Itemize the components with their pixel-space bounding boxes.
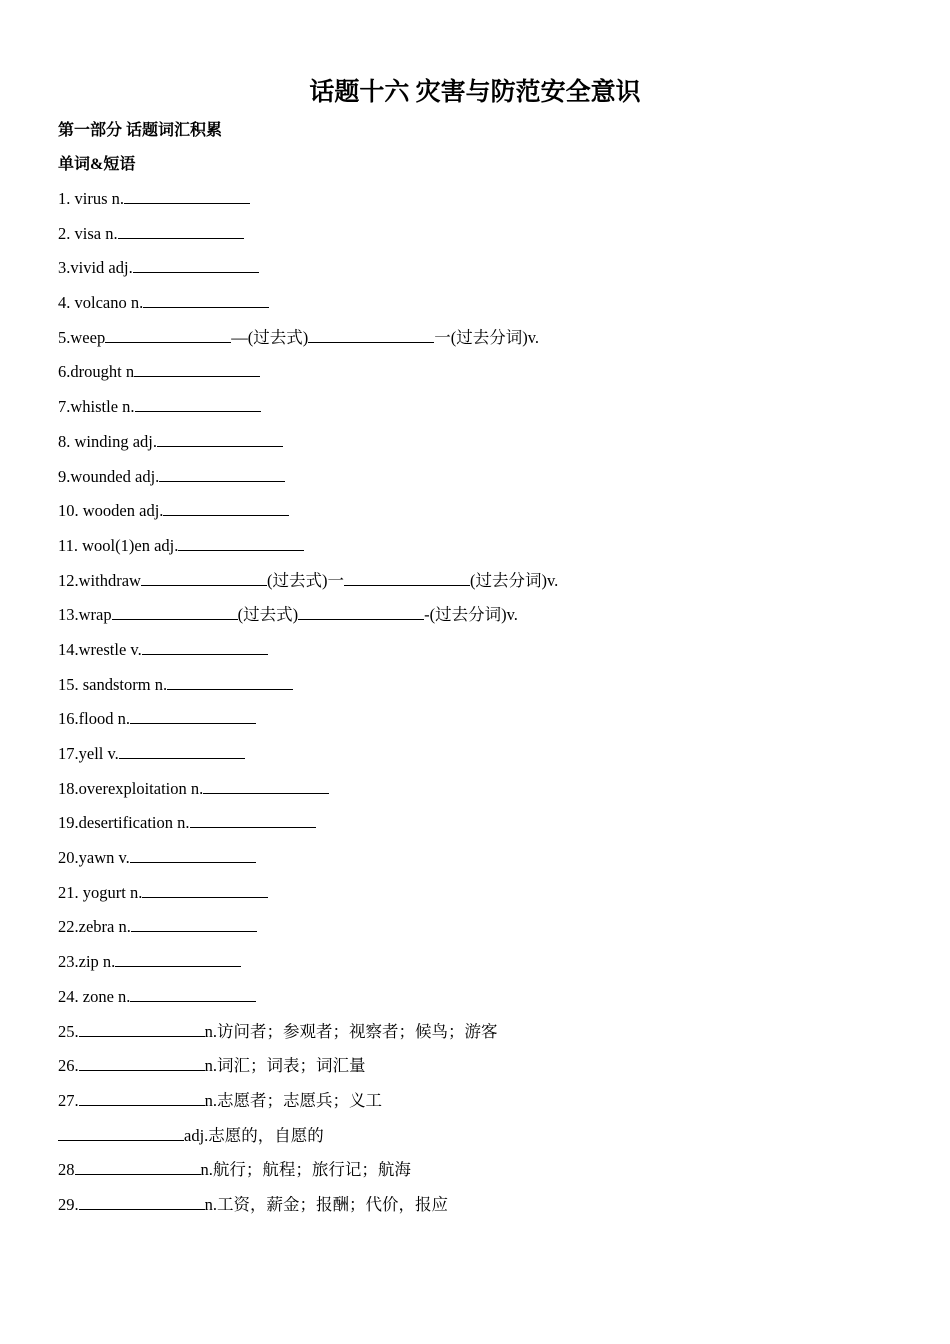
vocab-text: 10. wooden adj. bbox=[58, 501, 164, 521]
answer-blank[interactable] bbox=[142, 639, 268, 655]
answer-blank[interactable] bbox=[115, 951, 241, 967]
vocab-item bbox=[58, 1088, 918, 1123]
vocab-item bbox=[58, 429, 918, 464]
answer-blank[interactable] bbox=[135, 396, 261, 412]
vocab-text: n.志愿者；志愿兵；义工 bbox=[204, 1090, 382, 1110]
vocab-text: 16.flood n. bbox=[58, 709, 130, 729]
vocab-item bbox=[58, 880, 918, 915]
vocab-text: n.访问者；参观者；视察者；候鸟；游客 bbox=[204, 1021, 498, 1041]
vocab-text: 17.yell v. bbox=[58, 744, 119, 763]
vocab-item bbox=[58, 672, 918, 707]
vocab-text: 22.zebra n. bbox=[58, 917, 131, 937]
vocab-text: 8. winding adj. bbox=[58, 431, 157, 451]
vocab-text: 5.weep bbox=[58, 327, 106, 347]
answer-blank[interactable] bbox=[112, 604, 238, 620]
vocab-item bbox=[58, 498, 918, 533]
vocab-item bbox=[58, 949, 918, 984]
vocab-text: 25. bbox=[58, 1021, 79, 1041]
answer-blank[interactable] bbox=[79, 1194, 205, 1210]
answer-blank[interactable] bbox=[190, 812, 316, 828]
answer-blank[interactable] bbox=[130, 986, 256, 1002]
vocab-text: 11. wool(1)en adj. bbox=[58, 535, 179, 555]
vocab-text: 一(过去分词)v. bbox=[434, 327, 539, 347]
answer-blank[interactable] bbox=[157, 431, 283, 447]
vocab-text: 28 bbox=[58, 1160, 75, 1180]
vocab-item bbox=[58, 1053, 918, 1088]
answer-blank[interactable] bbox=[130, 708, 256, 724]
answer-blank[interactable] bbox=[308, 327, 434, 343]
answer-blank[interactable] bbox=[133, 257, 259, 273]
vocab-text: adj.志愿的，自愿的 bbox=[184, 1125, 324, 1145]
vocab-text: (过去式) bbox=[237, 605, 299, 625]
answer-blank[interactable] bbox=[298, 604, 424, 620]
answer-blank[interactable] bbox=[58, 1125, 184, 1141]
vocab-text: 14.wrestle v. bbox=[58, 639, 142, 659]
answer-blank[interactable] bbox=[79, 1090, 205, 1106]
vocab-text: 29. bbox=[58, 1194, 79, 1214]
vocab-text: 3.vivid adj. bbox=[58, 258, 133, 278]
vocab-text: 26. bbox=[58, 1056, 79, 1076]
answer-blank[interactable] bbox=[124, 188, 250, 204]
answer-blank[interactable] bbox=[134, 361, 260, 377]
section-heading: 单词&短语 bbox=[58, 156, 136, 173]
answer-blank[interactable] bbox=[79, 1055, 205, 1071]
vocab-text: -(过去分词)v. bbox=[424, 605, 518, 625]
vocab-text: 19.desertification n. bbox=[58, 813, 190, 833]
vocab-text: 23.zip n. bbox=[58, 952, 116, 972]
vocab-item bbox=[58, 394, 918, 429]
answer-blank[interactable] bbox=[79, 1021, 205, 1037]
vocab-item bbox=[58, 186, 918, 221]
vocab-text: 18.overexploitation n. bbox=[58, 778, 204, 798]
answer-blank[interactable] bbox=[159, 466, 285, 482]
page-title: 话题十六 灾害与防范安全意识 bbox=[309, 79, 641, 106]
vocab-item bbox=[58, 810, 918, 845]
vocab-text: 12.withdraw bbox=[58, 570, 141, 590]
vocabulary-list bbox=[58, 186, 918, 1227]
vocab-text: 1. virus n. bbox=[58, 189, 124, 208]
vocab-item bbox=[58, 464, 918, 499]
vocab-text: 20.yawn v. bbox=[58, 848, 130, 868]
vocab-item bbox=[58, 1192, 918, 1227]
vocab-text: —(过去式) bbox=[231, 327, 309, 347]
answer-blank[interactable] bbox=[131, 916, 257, 932]
answer-blank[interactable] bbox=[167, 674, 293, 690]
answer-blank[interactable] bbox=[142, 882, 268, 898]
vocab-item bbox=[58, 845, 918, 880]
vocab-text: (过去分词)v. bbox=[469, 570, 559, 590]
vocab-text: n.工资，薪金；报酬；代价，报应 bbox=[204, 1194, 448, 1214]
vocab-item bbox=[58, 1019, 918, 1054]
answer-blank[interactable] bbox=[75, 1159, 201, 1175]
answer-blank[interactable] bbox=[118, 223, 244, 239]
vocab-item bbox=[58, 325, 918, 360]
vocab-item bbox=[58, 776, 918, 811]
answer-blank[interactable] bbox=[178, 535, 304, 551]
vocab-item bbox=[58, 568, 918, 603]
answer-blank[interactable] bbox=[163, 500, 289, 516]
vocab-item bbox=[58, 637, 918, 672]
vocab-text: 6.drought n bbox=[58, 362, 135, 382]
answer-blank[interactable] bbox=[344, 570, 470, 586]
vocab-text: 24. zone n. bbox=[58, 986, 131, 1006]
vocab-item bbox=[58, 533, 918, 568]
answer-blank[interactable] bbox=[130, 847, 256, 863]
answer-blank[interactable] bbox=[143, 292, 269, 308]
vocab-item bbox=[58, 1123, 918, 1158]
answer-blank[interactable] bbox=[105, 327, 231, 343]
vocab-item bbox=[58, 706, 918, 741]
part-heading: 第一部分 话题词汇积累 bbox=[58, 122, 223, 139]
vocab-item bbox=[58, 221, 918, 256]
vocab-item bbox=[58, 602, 918, 637]
vocab-text: 2. visa n. bbox=[58, 223, 118, 243]
vocab-item bbox=[58, 359, 918, 394]
vocab-text: 9.wounded adj. bbox=[58, 466, 160, 486]
answer-blank[interactable] bbox=[141, 570, 267, 586]
vocab-item bbox=[58, 255, 918, 290]
vocab-item bbox=[58, 914, 918, 949]
vocab-text: (过去式)一 bbox=[266, 570, 344, 590]
vocab-item bbox=[58, 741, 918, 776]
answer-blank[interactable] bbox=[203, 778, 329, 794]
vocab-text: 15. sandstorm n. bbox=[58, 674, 168, 694]
vocab-item bbox=[58, 1157, 918, 1192]
vocab-text: n.航行；航程；旅行记；航海 bbox=[200, 1160, 411, 1180]
vocab-text: 7.whistle n. bbox=[58, 397, 135, 417]
vocab-text: 21. yogurt n. bbox=[58, 882, 143, 902]
vocab-text: n.词汇；词表；词汇量 bbox=[204, 1056, 366, 1076]
vocab-text: 13.wrap bbox=[58, 605, 112, 625]
vocab-item bbox=[58, 984, 918, 1019]
vocab-text: 4. volcano n. bbox=[58, 293, 144, 313]
answer-blank[interactable] bbox=[119, 743, 245, 759]
vocab-text: 27. bbox=[58, 1090, 79, 1110]
vocab-item bbox=[58, 290, 918, 325]
